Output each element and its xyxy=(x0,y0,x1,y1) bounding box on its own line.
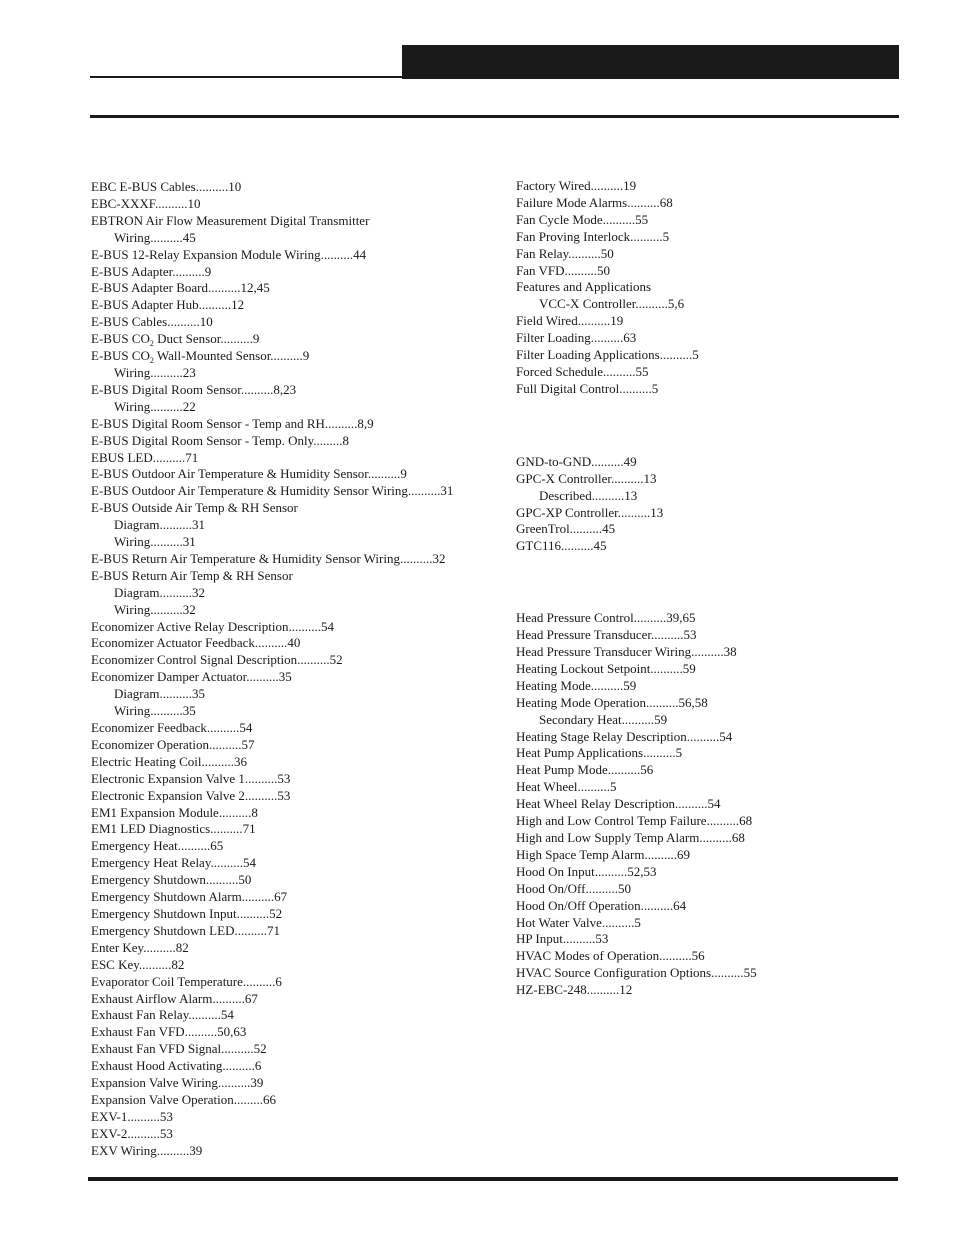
index-entry: Emergency Shutdown LED..........71 xyxy=(91,922,280,938)
index-entry: Expansion Valve Wiring..........39 xyxy=(91,1075,264,1091)
index-entry: EM1 Expansion Module..........8 xyxy=(91,804,258,820)
index-entry: Features and Applications xyxy=(516,279,652,295)
index-entry: E-BUS 12-Relay Expansion Module Wiring..........44 xyxy=(91,246,367,262)
index-entry: E-BUS Return Air Temperature & Humidity Sensor Wiring..........32 xyxy=(91,550,446,566)
header-dark-bar xyxy=(402,45,899,79)
index-subentry: Wiring..........45 xyxy=(114,229,196,245)
index-column-right xyxy=(516,178,896,999)
index-entry: EBC E-BUS Cables..........10 xyxy=(91,179,242,194)
header-rule xyxy=(90,115,899,118)
index-subentry: Secondary Heat..........59 xyxy=(539,711,668,727)
index-subentry: Wiring..........23 xyxy=(114,364,196,380)
index-entry: EXV-2..........53 xyxy=(91,1125,173,1141)
index-entry: HZ-EBC-248..........12 xyxy=(516,982,633,998)
index-entry: Economizer Feedback..........54 xyxy=(91,720,253,735)
index-entry: Filter Loading Applications..........5 xyxy=(516,347,699,363)
header-thin-rule xyxy=(90,76,402,78)
index-entry: Failure Mode Alarms..........68 xyxy=(516,194,673,210)
index-entry: Heat Pump Mode..........56 xyxy=(516,762,654,778)
index-entry: Hot Water Valve..........5 xyxy=(516,914,641,930)
index-entry: Economizer Damper Actuator..........35 xyxy=(91,669,292,685)
index-entry: Exhaust Fan Relay..........54 xyxy=(91,1007,234,1023)
index-entry: E-BUS Adapter Hub..........12 xyxy=(91,297,245,313)
index-entry: Emergency Shutdown..........50 xyxy=(91,872,252,888)
index-entry: E-BUS Digital Room Sensor..........8,23 xyxy=(91,381,297,397)
index-entry: Filter Loading..........63 xyxy=(516,330,637,346)
index-entry: Heat Pump Applications..........5 xyxy=(516,745,683,761)
index-entry: Electronic Expansion Valve 1..........53 xyxy=(91,770,291,786)
index-subentry: Described..........13 xyxy=(539,487,638,503)
index-entry: Hood On/Off Operation..........64 xyxy=(516,897,687,913)
index-entry: GreenTrol..........45 xyxy=(516,521,616,537)
index-entry: Fan Relay..........50 xyxy=(516,245,614,261)
index-entry: Heating Lockout Setpoint..........59 xyxy=(516,660,696,676)
index-entry: Heat Wheel..........5 xyxy=(516,779,617,795)
section-gap xyxy=(516,555,896,610)
index-entry: Heating Stage Relay Description..........54 xyxy=(516,728,733,744)
index-entry: GTC116..........45 xyxy=(516,538,607,554)
index-entry: Economizer Actuator Feedback..........40 xyxy=(91,635,301,651)
index-entry: Heating Mode Operation..........56,58 xyxy=(516,694,708,710)
index-entry: E-BUS Outdoor Air Temperature & Humidity Sensor..........9 xyxy=(91,466,407,482)
index-entry: Hood On Input..........52,53 xyxy=(516,863,657,879)
index-entry: Fan VFD..........50 xyxy=(516,262,611,278)
index-entry: Exhaust Airflow Alarm..........67 xyxy=(91,990,258,1006)
index-entry: EBUS LED..........71 xyxy=(91,449,199,465)
index-entry: Factory Wired..........19 xyxy=(516,178,637,193)
subscript-2: 2 xyxy=(149,339,154,349)
index-entry: Economizer Active Relay Description..........54 xyxy=(91,618,334,634)
index-subentry: Diagram..........35 xyxy=(114,686,205,702)
index-entry: HP Input..........53 xyxy=(516,931,609,947)
index-entry-text: Wall-Mounted Sensor..........9 xyxy=(153,348,310,364)
index-entry-text: E-BUS CO xyxy=(91,348,150,364)
index-entry-text: E-BUS CO xyxy=(91,331,150,347)
index-entry: Electric Heating Coil..........36 xyxy=(91,753,247,769)
index-entry: E-BUS Digital Room Sensor - Temp and RH..........8,9 xyxy=(91,415,374,431)
section-gap xyxy=(516,398,896,454)
index-entry: Emergency Shutdown Input..........52 xyxy=(91,905,283,921)
index-entry-text: Duct Sensor..........9 xyxy=(153,331,260,347)
index-entry: E-BUS Adapter..........9 xyxy=(91,263,212,279)
index-entry: Hood On/Off..........50 xyxy=(516,880,631,896)
index-entry: High Space Temp Alarm..........69 xyxy=(516,846,690,862)
index-entry: GPC-X Controller..........13 xyxy=(516,470,657,486)
subscript-2: 2 xyxy=(149,356,154,366)
index-entry: Exhaust Fan VFD..........50,63 xyxy=(91,1024,247,1040)
index-entry: Evaporator Coil Temperature..........6 xyxy=(91,973,282,989)
index-entry: Heating Mode..........59 xyxy=(516,677,637,693)
index-entry: HVAC Modes of Operation..........56 xyxy=(516,948,705,964)
index-entry: GND-to-GND..........49 xyxy=(516,453,637,469)
index-subentry: Wiring..........31 xyxy=(114,534,196,550)
index-entry: EXV-1..........53 xyxy=(91,1108,173,1124)
index-entry: Head Pressure Transducer Wiring..........38 xyxy=(516,644,737,660)
index-entry: Economizer Control Signal Description..........52 xyxy=(91,652,343,668)
index-entry: Forced Schedule..........55 xyxy=(516,363,649,379)
index-subentry: VCC-X Controller..........5,6 xyxy=(539,296,685,312)
index-entry: Head Pressure Transducer..........53 xyxy=(516,627,697,643)
index-entry: E-BUS Outside Air Temp & RH Sensor xyxy=(91,500,298,516)
index-entry: Emergency Heat..........65 xyxy=(91,838,224,854)
index-entry: Exhaust Fan VFD Signal..........52 xyxy=(91,1041,267,1057)
index-entry: E-BUS Cables..........10 xyxy=(91,314,213,330)
index-entry: Heat Wheel Relay Description..........54 xyxy=(516,796,721,812)
index-entry: EBC-XXXF..........10 xyxy=(91,195,201,211)
index-entry: Enter Key..........82 xyxy=(91,939,189,955)
index-entry: Exhaust Hood Activating..........6 xyxy=(91,1058,262,1074)
index-entry: GPC-XP Controller..........13 xyxy=(516,504,664,520)
index-column-left xyxy=(91,179,501,1160)
index-subentry: Diagram..........32 xyxy=(114,584,205,600)
footer-rule xyxy=(88,1177,898,1181)
index-entry xyxy=(91,348,501,365)
index-entry: Emergency Shutdown Alarm..........67 xyxy=(91,889,288,905)
index-subentry: Diagram..........31 xyxy=(114,517,205,533)
index-entry: Field Wired..........19 xyxy=(516,313,624,329)
index-entry: ESC Key..........82 xyxy=(91,956,185,972)
index-entry: Full Digital Control..........5 xyxy=(516,380,659,396)
index-entry: E-BUS Return Air Temp & RH Sensor xyxy=(91,567,293,583)
index-entry: E-BUS Digital Room Sensor - Temp. Only.........8 xyxy=(91,432,350,448)
index-entry: EM1 LED Diagnostics..........71 xyxy=(91,821,256,837)
index-subentry: Wiring..........35 xyxy=(114,703,196,719)
index-entry: High and Low Control Temp Failure..........68 xyxy=(516,813,753,829)
index-entry: Fan Cycle Mode..........55 xyxy=(516,211,649,227)
index-entry: Fan Proving Interlock..........5 xyxy=(516,228,670,244)
index-entry: HVAC Source Configuration Options..........55 xyxy=(516,965,757,981)
index-entry: E-BUS Outdoor Air Temperature & Humidity Sensor Wiring..........31 xyxy=(91,483,454,499)
index-entry: Head Pressure Control..........39,65 xyxy=(516,610,696,626)
index-entry: Expansion Valve Operation.........66 xyxy=(91,1091,276,1107)
index-entry: Economizer Operation..........57 xyxy=(91,736,255,752)
index-subentry: Wiring..........32 xyxy=(114,601,196,617)
index-entry: EBTRON Air Flow Measurement Digital Transmitter xyxy=(91,212,370,228)
index-subentry: Wiring..........22 xyxy=(114,398,196,414)
index-entry: EXV Wiring..........39 xyxy=(91,1142,203,1158)
index-entry: Emergency Heat Relay..........54 xyxy=(91,855,256,871)
index-entry: Electronic Expansion Valve 2..........53 xyxy=(91,787,291,803)
index-entry xyxy=(91,331,501,348)
index-entry: E-BUS Adapter Board..........12,45 xyxy=(91,280,270,296)
index-entry: High and Low Supply Temp Alarm..........68 xyxy=(516,830,745,845)
